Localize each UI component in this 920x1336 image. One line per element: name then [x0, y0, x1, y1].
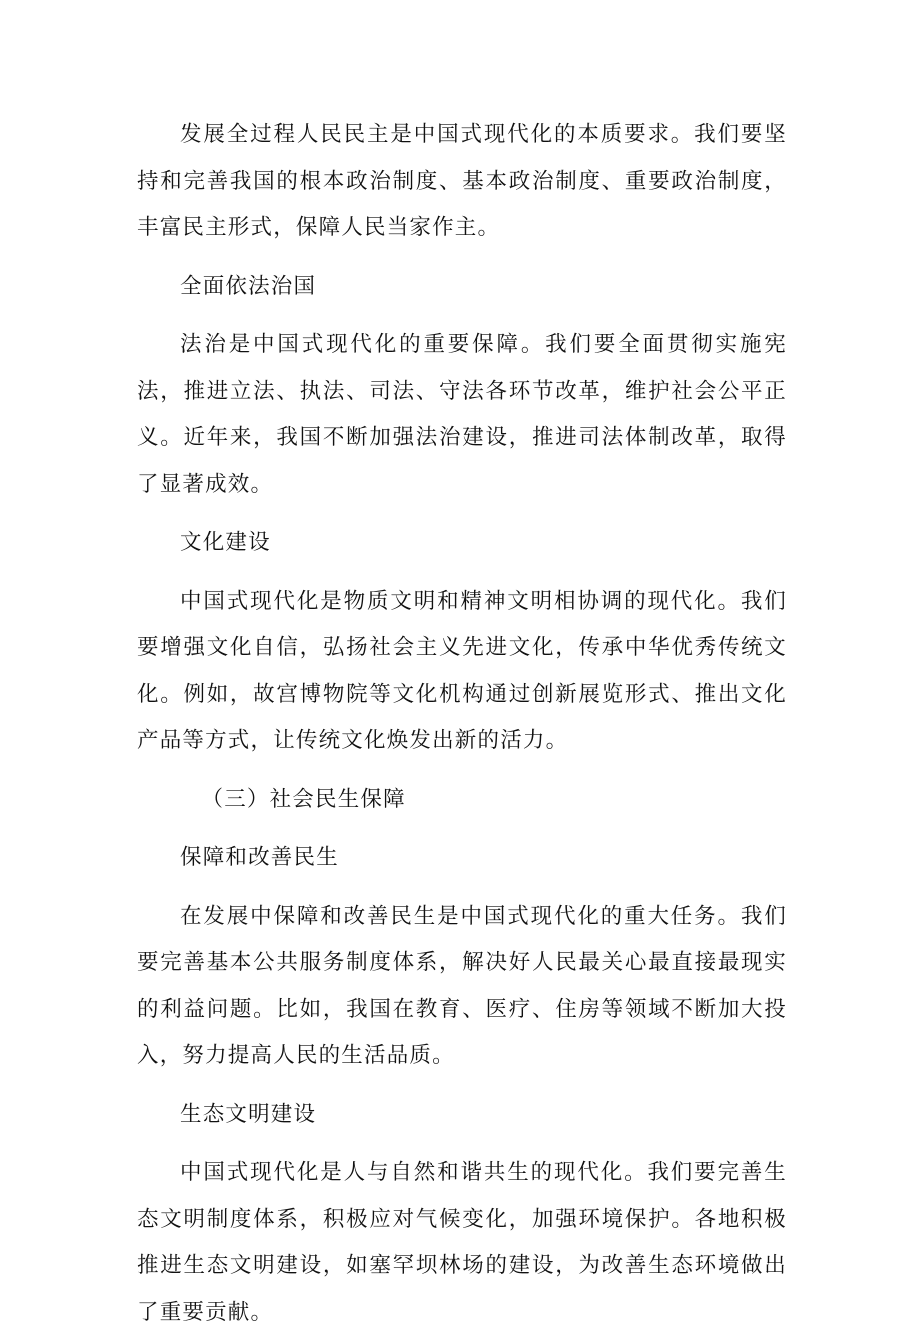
paragraph-livelihood: 在发展中保障和改善民生是中国式现代化的重大任务。我们要完善基本公共服务制度体系，解决好人民最关心最直接最现实的利益问题。比如，我国在教育、医疗、住房等领域不断加大投入，努力提高人民的生活品质。 — [137, 903, 787, 1068]
document-body — [137, 112, 787, 1336]
heading-rule-of-law: 全面依法治国 — [180, 273, 317, 299]
paragraph-rule-of-law: 法治是中国式现代化的重要保障。我们要全面贯彻实施宪法，推进立法、执法、司法、守法各环节改革，维护社会公平正义。近年来，我国不断加强法治建设，推进司法体制改革，取得了显著成效。 — [137, 332, 787, 497]
paragraph-democracy: 发展全过程人民民主是中国式现代化的本质要求。我们要坚持和完善我国的根本政治制度、基本政治制度、重要政治制度，丰富民主形式，保障人民当家作主。 — [137, 122, 787, 240]
heading-livelihood: 保障和改善民生 — [180, 845, 339, 870]
subsection-title-livelihood: （三）社会民生保障 — [201, 786, 406, 812]
heading-ecology: 生态文明建设 — [180, 1101, 317, 1127]
paragraph-culture: 中国式现代化是物质文明和精神文明相协调的现代化。我们要增强文化自信，弘扬社会主义先进文化，传承中华优秀传统文化。例如，故宫博物院等文化机构通过创新展览形式、推出文化产品等方式，让传统文化焕发出新的活力。 — [137, 588, 787, 753]
paragraph-ecology: 中国式现代化是人与自然和谐共生的现代化。我们要完善生态文明制度体系，积极应对气候变化，加强环境保护。各地积极推进生态文明建设，如塞罕坝林场的建设，为改善生态环境做出了重要贡献。 — [137, 1160, 787, 1325]
heading-culture: 文化建设 — [180, 530, 271, 555]
